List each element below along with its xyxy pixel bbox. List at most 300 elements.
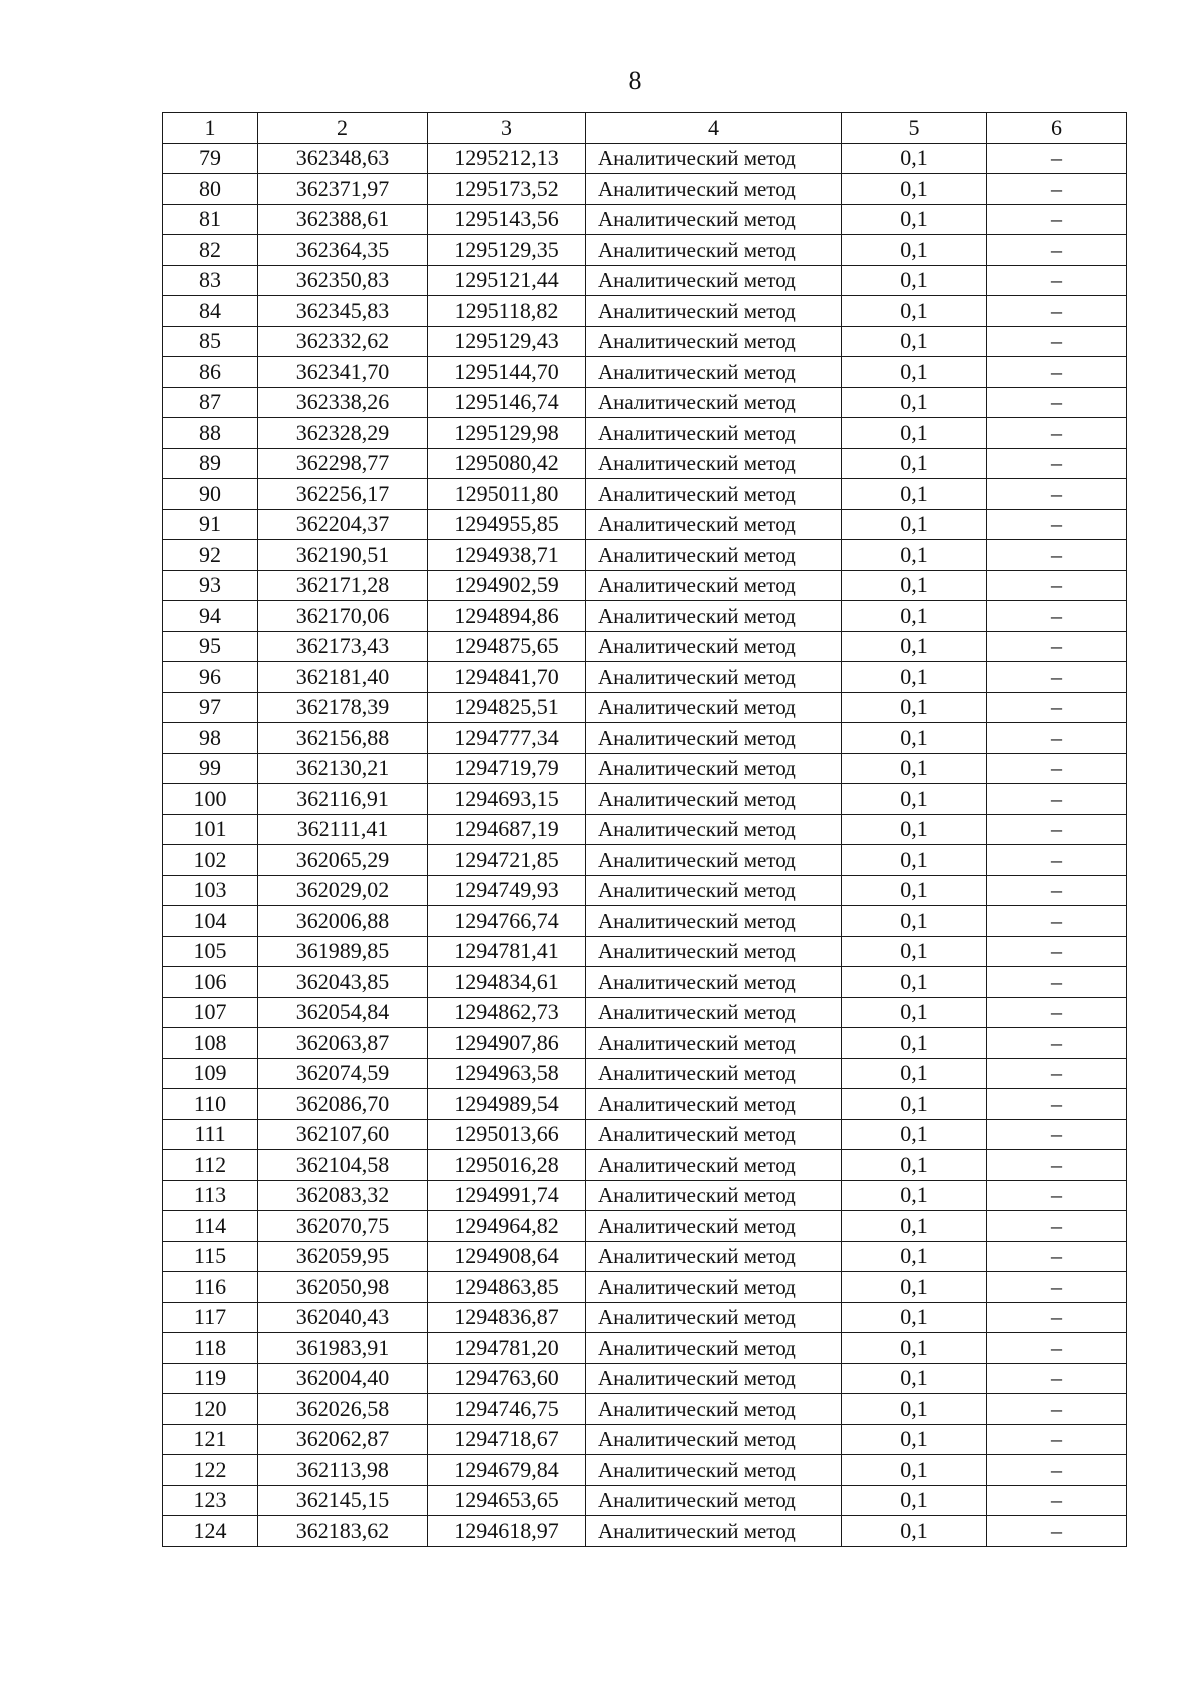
note-cell: – bbox=[987, 1028, 1127, 1059]
note-cell: – bbox=[987, 1150, 1127, 1181]
accuracy-cell: 0,1 bbox=[842, 1241, 987, 1272]
point-number-cell: 102 bbox=[163, 845, 258, 876]
accuracy-cell: 0,1 bbox=[842, 1394, 987, 1425]
y-coordinate-cell: 1294749,93 bbox=[428, 875, 586, 906]
table-row bbox=[163, 448, 1127, 479]
point-number-cell: 117 bbox=[163, 1302, 258, 1333]
note-cell: – bbox=[987, 1394, 1127, 1425]
accuracy-cell: 0,1 bbox=[842, 235, 987, 266]
method-cell: Аналитический метод bbox=[586, 1028, 842, 1059]
table-row bbox=[163, 540, 1127, 571]
accuracy-cell: 0,1 bbox=[842, 936, 987, 967]
note-cell: – bbox=[987, 540, 1127, 571]
point-number-cell: 89 bbox=[163, 448, 258, 479]
point-number-cell: 109 bbox=[163, 1058, 258, 1089]
point-number-cell: 107 bbox=[163, 997, 258, 1028]
note-cell: – bbox=[987, 1485, 1127, 1516]
note-cell: – bbox=[987, 1363, 1127, 1394]
table-row bbox=[163, 357, 1127, 388]
x-coordinate-cell: 362338,26 bbox=[258, 387, 428, 418]
point-number-cell: 80 bbox=[163, 174, 258, 205]
point-number-cell: 94 bbox=[163, 601, 258, 632]
x-coordinate-cell: 362104,58 bbox=[258, 1150, 428, 1181]
accuracy-cell: 0,1 bbox=[842, 296, 987, 327]
accuracy-cell: 0,1 bbox=[842, 875, 987, 906]
method-cell: Аналитический метод bbox=[586, 570, 842, 601]
table-row bbox=[163, 1302, 1127, 1333]
x-coordinate-cell: 362388,61 bbox=[258, 204, 428, 235]
note-cell: – bbox=[987, 1516, 1127, 1547]
table-row bbox=[163, 235, 1127, 266]
point-number-cell: 120 bbox=[163, 1394, 258, 1425]
point-number-cell: 122 bbox=[163, 1455, 258, 1486]
x-coordinate-cell: 362070,75 bbox=[258, 1211, 428, 1242]
table-row bbox=[163, 1485, 1127, 1516]
y-coordinate-cell: 1295129,35 bbox=[428, 235, 586, 266]
method-cell: Аналитический метод bbox=[586, 1119, 842, 1150]
x-coordinate-cell: 362328,29 bbox=[258, 418, 428, 449]
method-cell: Аналитический метод bbox=[586, 418, 842, 449]
column-header: 5 bbox=[842, 113, 987, 144]
accuracy-cell: 0,1 bbox=[842, 906, 987, 937]
point-number-cell: 100 bbox=[163, 784, 258, 815]
note-cell: – bbox=[987, 692, 1127, 723]
method-cell: Аналитический метод bbox=[586, 692, 842, 723]
note-cell: – bbox=[987, 235, 1127, 266]
note-cell: – bbox=[987, 997, 1127, 1028]
y-coordinate-cell: 1295173,52 bbox=[428, 174, 586, 205]
accuracy-cell: 0,1 bbox=[842, 1516, 987, 1547]
accuracy-cell: 0,1 bbox=[842, 723, 987, 754]
note-cell: – bbox=[987, 265, 1127, 296]
y-coordinate-cell: 1294781,41 bbox=[428, 936, 586, 967]
method-cell: Аналитический метод bbox=[586, 357, 842, 388]
accuracy-cell: 0,1 bbox=[842, 418, 987, 449]
point-number-cell: 83 bbox=[163, 265, 258, 296]
note-cell: – bbox=[987, 143, 1127, 174]
y-coordinate-cell: 1294718,67 bbox=[428, 1424, 586, 1455]
note-cell: – bbox=[987, 723, 1127, 754]
note-cell: – bbox=[987, 753, 1127, 784]
x-coordinate-cell: 362054,84 bbox=[258, 997, 428, 1028]
table-row bbox=[163, 1180, 1127, 1211]
y-coordinate-cell: 1295118,82 bbox=[428, 296, 586, 327]
table-row bbox=[163, 174, 1127, 205]
y-coordinate-cell: 1294964,82 bbox=[428, 1211, 586, 1242]
point-number-cell: 114 bbox=[163, 1211, 258, 1242]
x-coordinate-cell: 362350,83 bbox=[258, 265, 428, 296]
x-coordinate-cell: 361983,91 bbox=[258, 1333, 428, 1364]
method-cell: Аналитический метод bbox=[586, 143, 842, 174]
accuracy-cell: 0,1 bbox=[842, 570, 987, 601]
x-coordinate-cell: 362004,40 bbox=[258, 1363, 428, 1394]
y-coordinate-cell: 1294862,73 bbox=[428, 997, 586, 1028]
table-row bbox=[163, 906, 1127, 937]
y-coordinate-cell: 1294618,97 bbox=[428, 1516, 586, 1547]
accuracy-cell: 0,1 bbox=[842, 1119, 987, 1150]
x-coordinate-cell: 361989,85 bbox=[258, 936, 428, 967]
accuracy-cell: 0,1 bbox=[842, 1058, 987, 1089]
method-cell: Аналитический метод bbox=[586, 1333, 842, 1364]
y-coordinate-cell: 1295129,43 bbox=[428, 326, 586, 357]
method-cell: Аналитический метод bbox=[586, 631, 842, 662]
accuracy-cell: 0,1 bbox=[842, 357, 987, 388]
point-number-cell: 93 bbox=[163, 570, 258, 601]
column-header: 3 bbox=[428, 113, 586, 144]
table-row bbox=[163, 387, 1127, 418]
point-number-cell: 121 bbox=[163, 1424, 258, 1455]
y-coordinate-cell: 1295011,80 bbox=[428, 479, 586, 510]
y-coordinate-cell: 1294938,71 bbox=[428, 540, 586, 571]
table-row bbox=[163, 1089, 1127, 1120]
table-row bbox=[163, 875, 1127, 906]
accuracy-cell: 0,1 bbox=[842, 845, 987, 876]
x-coordinate-cell: 362040,43 bbox=[258, 1302, 428, 1333]
table-row bbox=[163, 265, 1127, 296]
accuracy-cell: 0,1 bbox=[842, 601, 987, 632]
column-header: 1 bbox=[163, 113, 258, 144]
accuracy-cell: 0,1 bbox=[842, 387, 987, 418]
method-cell: Аналитический метод bbox=[586, 326, 842, 357]
method-cell: Аналитический метод bbox=[586, 906, 842, 937]
note-cell: – bbox=[987, 631, 1127, 662]
accuracy-cell: 0,1 bbox=[842, 692, 987, 723]
y-coordinate-cell: 1294721,85 bbox=[428, 845, 586, 876]
method-cell: Аналитический метод bbox=[586, 1180, 842, 1211]
table-header-row bbox=[163, 113, 1127, 144]
point-number-cell: 116 bbox=[163, 1272, 258, 1303]
accuracy-cell: 0,1 bbox=[842, 753, 987, 784]
y-coordinate-cell: 1294863,85 bbox=[428, 1272, 586, 1303]
note-cell: – bbox=[987, 1089, 1127, 1120]
point-number-cell: 98 bbox=[163, 723, 258, 754]
note-cell: – bbox=[987, 845, 1127, 876]
point-number-cell: 90 bbox=[163, 479, 258, 510]
point-number-cell: 84 bbox=[163, 296, 258, 327]
point-number-cell: 97 bbox=[163, 692, 258, 723]
table-row bbox=[163, 1272, 1127, 1303]
table-row bbox=[163, 1028, 1127, 1059]
note-cell: – bbox=[987, 1211, 1127, 1242]
y-coordinate-cell: 1294875,65 bbox=[428, 631, 586, 662]
point-number-cell: 99 bbox=[163, 753, 258, 784]
table-row bbox=[163, 326, 1127, 357]
method-cell: Аналитический метод bbox=[586, 265, 842, 296]
point-number-cell: 101 bbox=[163, 814, 258, 845]
y-coordinate-cell: 1294763,60 bbox=[428, 1363, 586, 1394]
point-number-cell: 104 bbox=[163, 906, 258, 937]
point-number-cell: 103 bbox=[163, 875, 258, 906]
method-cell: Аналитический метод bbox=[586, 174, 842, 205]
x-coordinate-cell: 362298,77 bbox=[258, 448, 428, 479]
method-cell: Аналитический метод bbox=[586, 1302, 842, 1333]
table-row bbox=[163, 1333, 1127, 1364]
y-coordinate-cell: 1294781,20 bbox=[428, 1333, 586, 1364]
x-coordinate-cell: 362173,43 bbox=[258, 631, 428, 662]
point-number-cell: 85 bbox=[163, 326, 258, 357]
method-cell: Аналитический метод bbox=[586, 967, 842, 998]
y-coordinate-cell: 1294836,87 bbox=[428, 1302, 586, 1333]
y-coordinate-cell: 1294777,34 bbox=[428, 723, 586, 754]
method-cell: Аналитический метод bbox=[586, 1394, 842, 1425]
x-coordinate-cell: 362111,41 bbox=[258, 814, 428, 845]
coordinates-table bbox=[162, 112, 1127, 1547]
x-coordinate-cell: 362065,29 bbox=[258, 845, 428, 876]
method-cell: Аналитический метод bbox=[586, 1363, 842, 1394]
method-cell: Аналитический метод bbox=[586, 814, 842, 845]
accuracy-cell: 0,1 bbox=[842, 1089, 987, 1120]
y-coordinate-cell: 1294679,84 bbox=[428, 1455, 586, 1486]
table-row bbox=[163, 204, 1127, 235]
accuracy-cell: 0,1 bbox=[842, 265, 987, 296]
note-cell: – bbox=[987, 784, 1127, 815]
method-cell: Аналитический метод bbox=[586, 448, 842, 479]
note-cell: – bbox=[987, 570, 1127, 601]
note-cell: – bbox=[987, 1455, 1127, 1486]
method-cell: Аналитический метод bbox=[586, 1058, 842, 1089]
table-row bbox=[163, 1424, 1127, 1455]
method-cell: Аналитический метод bbox=[586, 723, 842, 754]
point-number-cell: 111 bbox=[163, 1119, 258, 1150]
x-coordinate-cell: 362183,62 bbox=[258, 1516, 428, 1547]
note-cell: – bbox=[987, 814, 1127, 845]
accuracy-cell: 0,1 bbox=[842, 326, 987, 357]
note-cell: – bbox=[987, 509, 1127, 540]
accuracy-cell: 0,1 bbox=[842, 479, 987, 510]
accuracy-cell: 0,1 bbox=[842, 1455, 987, 1486]
x-coordinate-cell: 362006,88 bbox=[258, 906, 428, 937]
y-coordinate-cell: 1294766,74 bbox=[428, 906, 586, 937]
x-coordinate-cell: 362043,85 bbox=[258, 967, 428, 998]
accuracy-cell: 0,1 bbox=[842, 1485, 987, 1516]
y-coordinate-cell: 1294653,65 bbox=[428, 1485, 586, 1516]
y-coordinate-cell: 1294907,86 bbox=[428, 1028, 586, 1059]
table-row bbox=[163, 509, 1127, 540]
x-coordinate-cell: 362156,88 bbox=[258, 723, 428, 754]
method-cell: Аналитический метод bbox=[586, 936, 842, 967]
y-coordinate-cell: 1294746,75 bbox=[428, 1394, 586, 1425]
point-number-cell: 81 bbox=[163, 204, 258, 235]
table-row bbox=[163, 1455, 1127, 1486]
x-coordinate-cell: 362026,58 bbox=[258, 1394, 428, 1425]
y-coordinate-cell: 1294955,85 bbox=[428, 509, 586, 540]
method-cell: Аналитический метод bbox=[586, 296, 842, 327]
table-row bbox=[163, 1058, 1127, 1089]
method-cell: Аналитический метод bbox=[586, 1150, 842, 1181]
y-coordinate-cell: 1294902,59 bbox=[428, 570, 586, 601]
table-row bbox=[163, 479, 1127, 510]
accuracy-cell: 0,1 bbox=[842, 814, 987, 845]
method-cell: Аналитический метод bbox=[586, 509, 842, 540]
point-number-cell: 124 bbox=[163, 1516, 258, 1547]
x-coordinate-cell: 362204,37 bbox=[258, 509, 428, 540]
y-coordinate-cell: 1294894,86 bbox=[428, 601, 586, 632]
x-coordinate-cell: 362170,06 bbox=[258, 601, 428, 632]
table-row bbox=[163, 692, 1127, 723]
y-coordinate-cell: 1294834,61 bbox=[428, 967, 586, 998]
table-row bbox=[163, 1394, 1127, 1425]
x-coordinate-cell: 362190,51 bbox=[258, 540, 428, 571]
method-cell: Аналитический метод bbox=[586, 1089, 842, 1120]
y-coordinate-cell: 1294908,64 bbox=[428, 1241, 586, 1272]
method-cell: Аналитический метод bbox=[586, 845, 842, 876]
accuracy-cell: 0,1 bbox=[842, 204, 987, 235]
x-coordinate-cell: 362029,02 bbox=[258, 875, 428, 906]
accuracy-cell: 0,1 bbox=[842, 143, 987, 174]
note-cell: – bbox=[987, 1180, 1127, 1211]
accuracy-cell: 0,1 bbox=[842, 631, 987, 662]
table-row bbox=[163, 1241, 1127, 1272]
method-cell: Аналитический метод bbox=[586, 1485, 842, 1516]
y-coordinate-cell: 1295146,74 bbox=[428, 387, 586, 418]
y-coordinate-cell: 1295212,13 bbox=[428, 143, 586, 174]
point-number-cell: 79 bbox=[163, 143, 258, 174]
x-coordinate-cell: 362348,63 bbox=[258, 143, 428, 174]
note-cell: – bbox=[987, 1302, 1127, 1333]
note-cell: – bbox=[987, 1424, 1127, 1455]
y-coordinate-cell: 1295080,42 bbox=[428, 448, 586, 479]
table-row bbox=[163, 662, 1127, 693]
method-cell: Аналитический метод bbox=[586, 753, 842, 784]
method-cell: Аналитический метод bbox=[586, 1211, 842, 1242]
table-row bbox=[163, 967, 1127, 998]
x-coordinate-cell: 362107,60 bbox=[258, 1119, 428, 1150]
point-number-cell: 82 bbox=[163, 235, 258, 266]
x-coordinate-cell: 362113,98 bbox=[258, 1455, 428, 1486]
column-header: 4 bbox=[586, 113, 842, 144]
point-number-cell: 86 bbox=[163, 357, 258, 388]
table-row bbox=[163, 143, 1127, 174]
note-cell: – bbox=[987, 1119, 1127, 1150]
note-cell: – bbox=[987, 1058, 1127, 1089]
table-row bbox=[163, 296, 1127, 327]
page-number: 8 bbox=[628, 66, 642, 95]
point-number-cell: 87 bbox=[163, 387, 258, 418]
note-cell: – bbox=[987, 601, 1127, 632]
point-number-cell: 106 bbox=[163, 967, 258, 998]
column-header: 2 bbox=[258, 113, 428, 144]
x-coordinate-cell: 362332,62 bbox=[258, 326, 428, 357]
note-cell: – bbox=[987, 448, 1127, 479]
table-row bbox=[163, 845, 1127, 876]
y-coordinate-cell: 1295121,44 bbox=[428, 265, 586, 296]
point-number-cell: 105 bbox=[163, 936, 258, 967]
note-cell: – bbox=[987, 1272, 1127, 1303]
note-cell: – bbox=[987, 387, 1127, 418]
accuracy-cell: 0,1 bbox=[842, 174, 987, 205]
point-number-cell: 115 bbox=[163, 1241, 258, 1272]
method-cell: Аналитический метод bbox=[586, 479, 842, 510]
point-number-cell: 108 bbox=[163, 1028, 258, 1059]
point-number-cell: 91 bbox=[163, 509, 258, 540]
table-row bbox=[163, 997, 1127, 1028]
method-cell: Аналитический метод bbox=[586, 1424, 842, 1455]
accuracy-cell: 0,1 bbox=[842, 997, 987, 1028]
x-coordinate-cell: 362171,28 bbox=[258, 570, 428, 601]
note-cell: – bbox=[987, 479, 1127, 510]
y-coordinate-cell: 1294825,51 bbox=[428, 692, 586, 723]
y-coordinate-cell: 1295144,70 bbox=[428, 357, 586, 388]
table-row bbox=[163, 570, 1127, 601]
accuracy-cell: 0,1 bbox=[842, 1180, 987, 1211]
y-coordinate-cell: 1294687,19 bbox=[428, 814, 586, 845]
accuracy-cell: 0,1 bbox=[842, 1211, 987, 1242]
note-cell: – bbox=[987, 936, 1127, 967]
method-cell: Аналитический метод bbox=[586, 235, 842, 266]
point-number-cell: 92 bbox=[163, 540, 258, 571]
y-coordinate-cell: 1294963,58 bbox=[428, 1058, 586, 1089]
note-cell: – bbox=[987, 875, 1127, 906]
note-cell: – bbox=[987, 418, 1127, 449]
y-coordinate-cell: 1294693,15 bbox=[428, 784, 586, 815]
x-coordinate-cell: 362178,39 bbox=[258, 692, 428, 723]
table-row bbox=[163, 814, 1127, 845]
accuracy-cell: 0,1 bbox=[842, 1028, 987, 1059]
method-cell: Аналитический метод bbox=[586, 601, 842, 632]
x-coordinate-cell: 362256,17 bbox=[258, 479, 428, 510]
method-cell: Аналитический метод bbox=[586, 204, 842, 235]
accuracy-cell: 0,1 bbox=[842, 784, 987, 815]
column-header: 6 bbox=[987, 113, 1127, 144]
note-cell: – bbox=[987, 1333, 1127, 1364]
x-coordinate-cell: 362145,15 bbox=[258, 1485, 428, 1516]
table-row bbox=[163, 1516, 1127, 1547]
method-cell: Аналитический метод bbox=[586, 784, 842, 815]
y-coordinate-cell: 1294991,74 bbox=[428, 1180, 586, 1211]
method-cell: Аналитический метод bbox=[586, 1241, 842, 1272]
x-coordinate-cell: 362364,35 bbox=[258, 235, 428, 266]
method-cell: Аналитический метод bbox=[586, 997, 842, 1028]
x-coordinate-cell: 362059,95 bbox=[258, 1241, 428, 1272]
note-cell: – bbox=[987, 204, 1127, 235]
y-coordinate-cell: 1295016,28 bbox=[428, 1150, 586, 1181]
note-cell: – bbox=[987, 662, 1127, 693]
x-coordinate-cell: 362086,70 bbox=[258, 1089, 428, 1120]
accuracy-cell: 0,1 bbox=[842, 1333, 987, 1364]
note-cell: – bbox=[987, 967, 1127, 998]
table-row bbox=[163, 1119, 1127, 1150]
y-coordinate-cell: 1294841,70 bbox=[428, 662, 586, 693]
x-coordinate-cell: 362341,70 bbox=[258, 357, 428, 388]
x-coordinate-cell: 362371,97 bbox=[258, 174, 428, 205]
note-cell: – bbox=[987, 296, 1127, 327]
table-row bbox=[163, 601, 1127, 632]
accuracy-cell: 0,1 bbox=[842, 1302, 987, 1333]
accuracy-cell: 0,1 bbox=[842, 509, 987, 540]
method-cell: Аналитический метод bbox=[586, 1516, 842, 1547]
y-coordinate-cell: 1295143,56 bbox=[428, 204, 586, 235]
accuracy-cell: 0,1 bbox=[842, 1363, 987, 1394]
method-cell: Аналитический метод bbox=[586, 1272, 842, 1303]
table-row bbox=[163, 784, 1127, 815]
y-coordinate-cell: 1295129,98 bbox=[428, 418, 586, 449]
table-row bbox=[163, 1211, 1127, 1242]
method-cell: Аналитический метод bbox=[586, 875, 842, 906]
point-number-cell: 110 bbox=[163, 1089, 258, 1120]
accuracy-cell: 0,1 bbox=[842, 1424, 987, 1455]
table-row bbox=[163, 1363, 1127, 1394]
x-coordinate-cell: 362130,21 bbox=[258, 753, 428, 784]
point-number-cell: 112 bbox=[163, 1150, 258, 1181]
method-cell: Аналитический метод bbox=[586, 662, 842, 693]
table-row bbox=[163, 753, 1127, 784]
accuracy-cell: 0,1 bbox=[842, 1272, 987, 1303]
point-number-cell: 118 bbox=[163, 1333, 258, 1364]
y-coordinate-cell: 1294989,54 bbox=[428, 1089, 586, 1120]
note-cell: – bbox=[987, 357, 1127, 388]
x-coordinate-cell: 362050,98 bbox=[258, 1272, 428, 1303]
point-number-cell: 96 bbox=[163, 662, 258, 693]
